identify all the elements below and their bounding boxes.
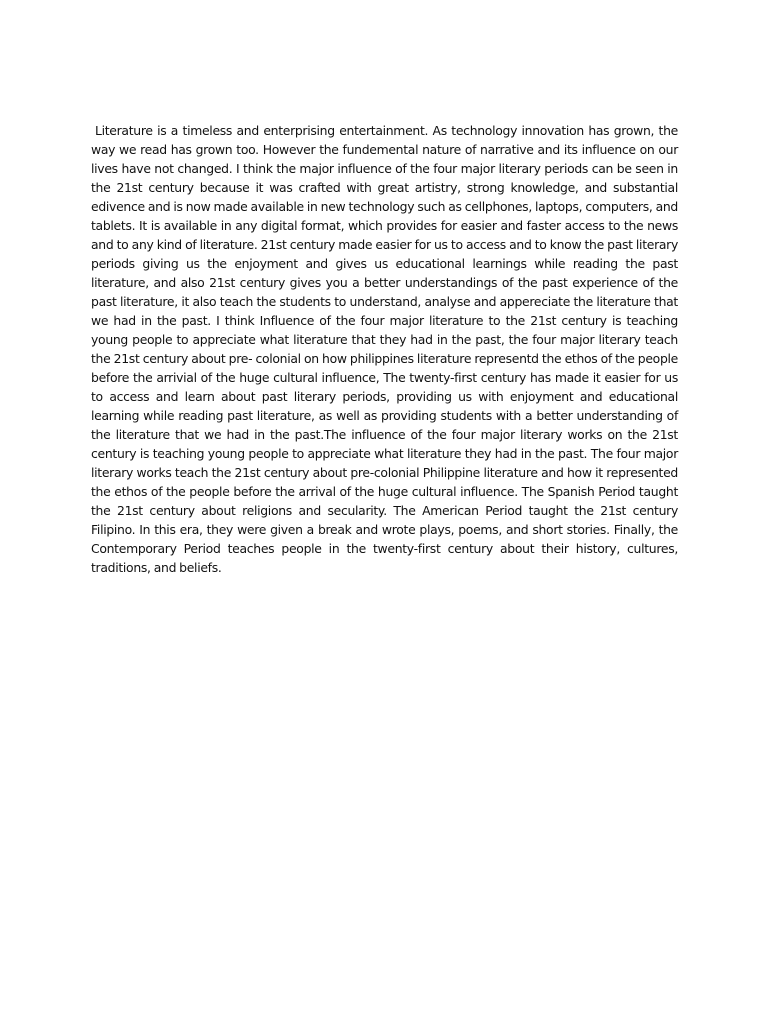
essay-paragraph: Literature is a timeless and enterprising entertainment. As technology innovation has grown, the way we read has grown too. However the fundemental nature of narrative and its influence on our lives have not changed. I think the major influence of the four major literary periods can be seen in the 21st century because it was crafted with great artistry, strong knowledge, and substantial edivence and is now made available in new technology such as cellphones, laptops, computers, and tablets. It is available in any digital format, which provides for easier and faster access to the news and to any kind of literature. 21st century made easier for us to access and to know the past literary periods giving us the enjoyment and gives us educational learnings while reading the past literature, and also 21st century gives you a better understandings of the past experience of the past literature, it also teach the students to understand, analyse and appereciate the literature that we had in the past. I think Influence of the four major literature to the 21st century is teaching young people to appreciate what literature that they had in the past, the four major literary teach the 21st century about pre- colonial on how philippines literature representd the ethos of the people before the arrivial of the huge cultural influence, The twenty-first century has made it easier for us to access and learn about past literary periods, providing us with enjoyment and educational learning while reading past literature, as well as providing students with a better understanding of the literature that we had in the past.The influence of the four major literary works on the 21st century is teaching young people to appreciate what literature they had in the past. The four major literary works teach the 21st century about pre-colonial Philippine literature and how it represented the ethos of the people before the arrival of the huge cultural influence. The Spanish Period taught the 21st century about religions and secularity. The American Period taught the 21st century Filipino. In this era, they were given a break and wrote plays, poems, and short stories. Finally, the Contemporary Period teaches people in the twenty-first century about their history, cultures, traditions, and beliefs. [91, 123, 678, 575]
